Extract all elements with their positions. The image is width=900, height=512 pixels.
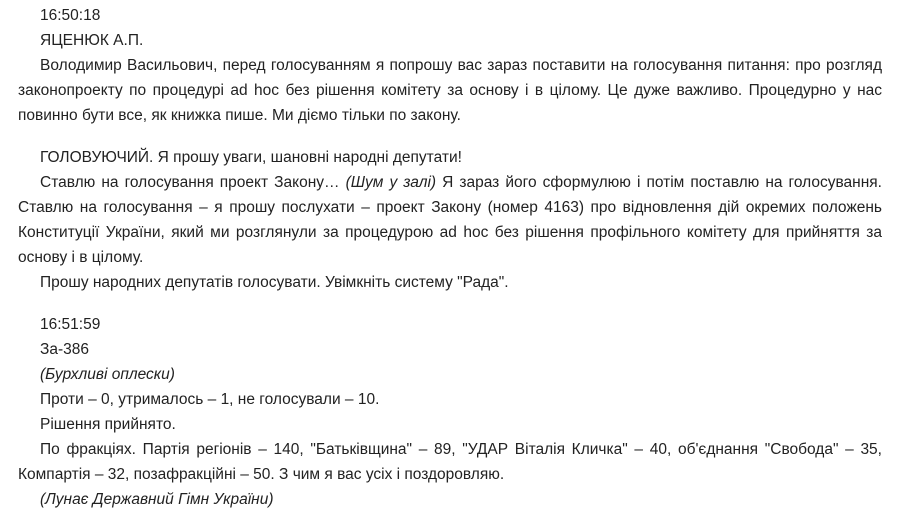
speech-paragraph	[18, 170, 882, 270]
vote-detail	[18, 387, 882, 412]
timestamp	[18, 3, 882, 28]
speech-paragraph	[18, 145, 882, 170]
decision-line	[18, 412, 882, 437]
paragraph-text: 16:51:59	[40, 316, 101, 333]
paragraph-text: За-386	[40, 341, 90, 358]
paragraph-text: Володимир Васильович, перед голосуванням я попрошу вас зараз поставити на голосування питання: про розгляд законопроекту по процедурі ad hoc без рішення комітету за основу і в цілому. Це дуже важливо. Процедурно у нас повинно бути все, як книжка пише. Ми діємо тільки по закону.	[18, 57, 882, 124]
paragraph-text: 16:50:18	[40, 7, 101, 24]
vote-total	[18, 337, 882, 362]
stage-direction-text: (Шум у залі)	[345, 174, 437, 191]
paragraph-text: Ставлю на голосування проект Закону…	[40, 174, 346, 191]
paragraph-text: Прошу народних депутатів голосувати. Увімкніть систему "Рада".	[40, 274, 509, 291]
blank-line	[18, 128, 882, 145]
paragraph-text: Рішення прийнято.	[40, 416, 176, 433]
speaker-name	[18, 28, 882, 53]
paragraph-text: Проти – 0, утрималось – 1, не голосували – 10.	[40, 391, 380, 408]
stage-direction	[18, 362, 882, 387]
stage-direction-text: (Лунає Державний Гімн України)	[40, 491, 274, 508]
stage-direction-text: (Бурхливі оплески)	[40, 366, 175, 383]
timestamp	[18, 312, 882, 337]
speech-paragraph	[18, 270, 882, 295]
paragraph-text: ГОЛОВУЮЧИЙ. Я прошу уваги, шановні народні депутати!	[40, 149, 462, 166]
stage-direction	[18, 487, 882, 512]
paragraph-text: Я зараз його сформулюю і потім поставлю на голосування. Ставлю на голосування – я прошу послухати – проект Закону (номер 4163) про відновлення дій окремих положень Конституції України, який ми розглянули за процедурою ad hoc без рішення профільного комітету для прийняття за основу і в цілому.	[18, 174, 882, 266]
paragraph-text: ЯЦЕНЮК А.П.	[40, 32, 144, 49]
speech-paragraph	[18, 53, 882, 128]
faction-breakdown	[18, 437, 882, 487]
paragraph-text: По фракціях. Партія регіонів – 140, "Батьківщина" – 89, "УДАР Віталія Кличка" – 40, об'єднання "Свобода" – 35, Компартія – 32, позафракційні – 50. З чим я вас усіх і поздоровляю.	[18, 441, 882, 483]
blank-line	[18, 295, 882, 312]
